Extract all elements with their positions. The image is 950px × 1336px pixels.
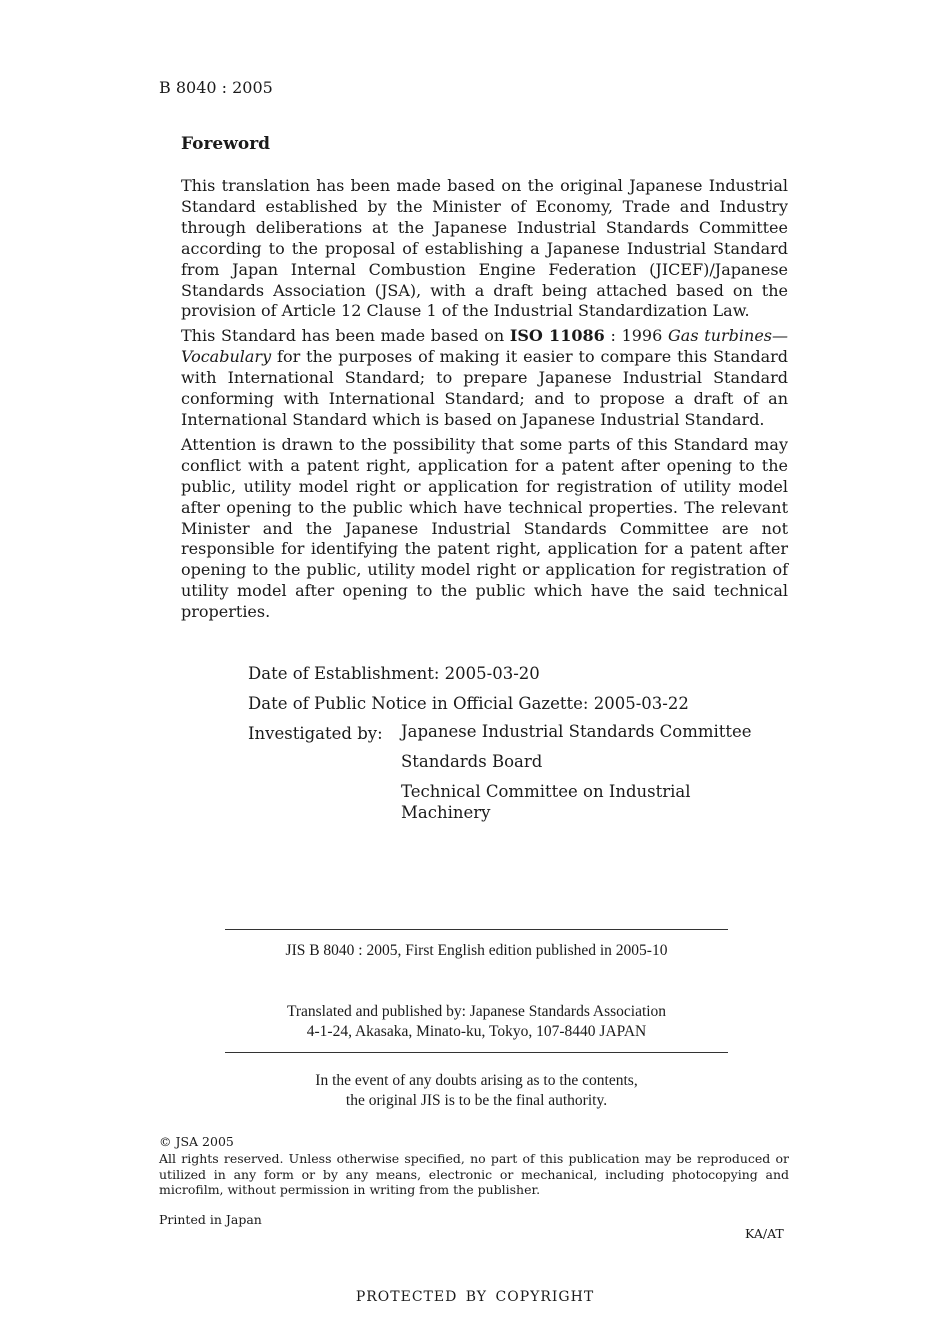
print-code: KA/AT: [745, 1226, 784, 1241]
edition-line: JIS B 8040 : 2005, First English edition published in 2005-10: [285, 942, 668, 959]
investigator-item: Standards Board: [401, 752, 543, 771]
publisher-line: Translated and published by: Japanese Standards Association: [286, 1003, 667, 1020]
foreword-paragraph-2: [181, 326, 788, 431]
para2-suffix: for the purposes of making it easier to compare this Standard with International Standard; to prepare Japanese Industrial Standard conforming with International Standard; and to propose a draft of an International Standard which is based on Japanese Industrial Standard.: [181, 347, 788, 429]
public-notice-date: 2005-03-22: [593, 694, 689, 713]
authority-line-2: the original JIS is to be the final authority.: [345, 1092, 608, 1109]
establishment-row: [248, 662, 689, 692]
document-code: B 8040 : 2005: [159, 78, 273, 97]
divider-top: [225, 929, 728, 930]
iso-reference: ISO 11086: [509, 326, 605, 346]
foreword-paragraph-3: Attention is drawn to the possibility that some parts of this Standard may conflict with a patent right, application for a patent after opening to the public, utility model right or application for registration of utility model after opening to the public which have technical properties. The relevant Minister and the Japanese Industrial Standards Committee are not responsible for identifying the patent right, application for a patent after opening to the public, utility model right or application for registration of utility model after opening to the public which have the said technical properties.: [181, 434, 788, 622]
investigators-list: [401, 722, 781, 833]
publisher-address: 4-1-24, Akasaka, Minato-ku, Tokyo, 107-8440 JAPAN: [306, 1023, 647, 1040]
para2-prefix: This Standard has been made based on: [181, 326, 510, 346]
establishment-info: [248, 662, 752, 822]
foreword-body: [181, 176, 788, 627]
iso-title: Gas turbines—Vocabulary: [181, 326, 788, 367]
iso-year: : 1996: [604, 326, 669, 346]
authority-note: [225, 1071, 728, 1111]
foreword-paragraph-1: This translation has been made based on the original Japanese Industrial Standard established by the Minister of Economy, Trade and Industry through deliberations at the Japanese Industrial Standards Committee according to the proposal of establishing a Japanese Industrial Standard from Japan Internal Combustion Engine Federation (JICEF)/Japanese Standards Association (JSA), with a draft being attached based on the provision of Article 12 Clause 1 of the Industrial Standardization Law.: [181, 176, 788, 321]
divider-bottom: [225, 1052, 728, 1053]
foreword-heading: Foreword: [181, 134, 271, 154]
authority-line-1: In the event of any doubts arising as to the contents,: [315, 1072, 638, 1089]
publisher-block: [225, 1002, 728, 1042]
printed-in: Printed in Japan: [159, 1212, 262, 1227]
establishment-date: 2005-03-20: [444, 664, 540, 683]
investigator-item: Technical Committee on Industrial Machinery: [401, 782, 691, 822]
public-notice-label: Date of Public Notice in Official Gazette:: [248, 694, 589, 713]
protected-watermark: PROTECTED BY COPYRIGHT: [355, 1289, 595, 1305]
investigated-label: Investigated by:: [248, 724, 383, 743]
establishment-label: Date of Establishment:: [248, 664, 440, 683]
rights-statement: All rights reserved. Unless otherwise specified, no part of this publication may be reproduced or utilized in any form or by any means, electronic or mechanical, including photocopying and microfilm, without permission in writing from the publisher.: [159, 1151, 789, 1197]
investigator-item: Japanese Industrial Standards Committee: [401, 722, 752, 741]
copyright-notice: © JSA 2005: [159, 1134, 234, 1149]
public-notice-row: [248, 692, 689, 722]
